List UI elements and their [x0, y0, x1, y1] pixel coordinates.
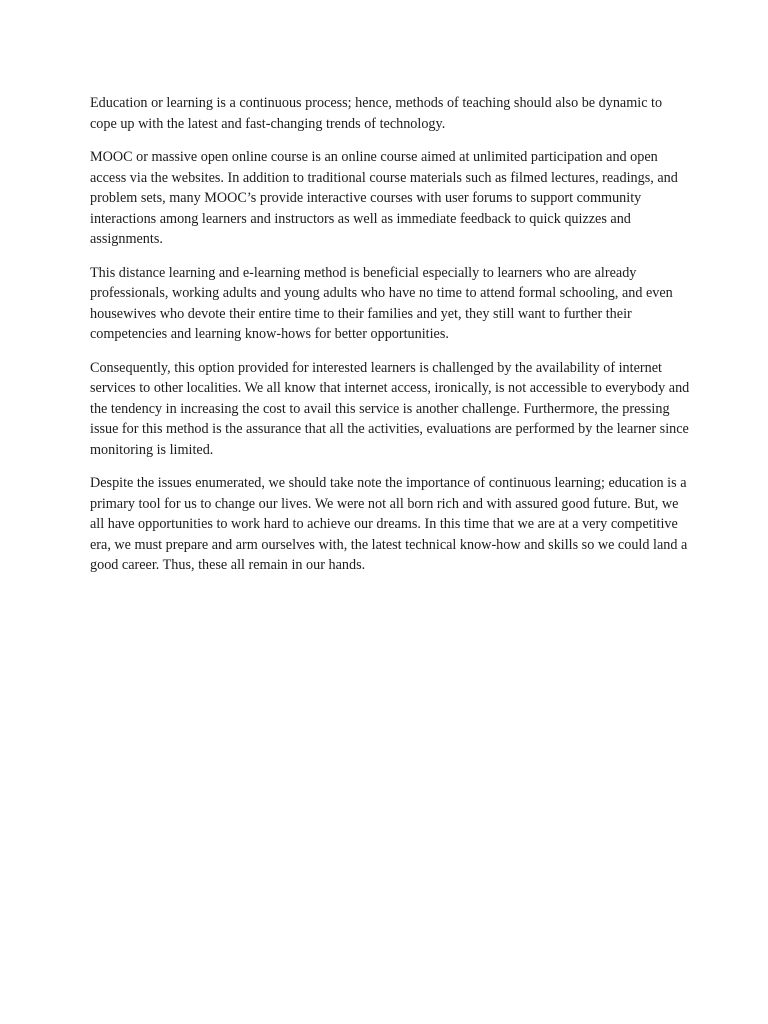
paragraph-5: Despite the issues enumerated, we should take note the importance of continuous learning; education is a primary tool for us to change our lives. We were not all born rich and with assured good future. But, we all have opportunities to work hard to achieve our dreams. In this time that we are at a very competitive era, we must prepare and arm ourselves with, the latest technical know-how and skills so we could land a good career. Thus, these all remain in our hands. [90, 475, 688, 573]
paragraph-2: MOOC or massive open online course is an online course aimed at unlimited participation and open access via the websites. In addition to traditional course materials such as filmed lectures, readings, and problem sets, many MOOC’s provide interactive courses with user forums to support community interactions among learners and instructors as well as immediate feedback to quick quizzes and assignments. [90, 149, 678, 247]
paragraph-1: Education or learning is a continuous process; hence, methods of teaching should also be dynamic to cope up with the latest and fast-changing trends of technology. [90, 95, 663, 132]
paragraph-4: Consequently, this option provided for interested learners is challenged by the availability of internet services to other localities. We all know that internet access, ironically, is not accessible to everybody and the tendency in increasing the cost to avail this service is another challenge. Furthermore, the pressing issue for this method is the assurance that all the activities, evaluations are performed by the learner since monitoring is limited. [90, 359, 690, 458]
paragraph-3: This distance learning and e-learning method is beneficial especially to learners who are already professionals, working adults and young adults who have no time to attend formal schooling, and even housewives who devote their entire time to their families and yet, they still want to further their competencies and learning know-hows for better opportunities. [90, 264, 673, 342]
document-body [90, 93, 690, 589]
